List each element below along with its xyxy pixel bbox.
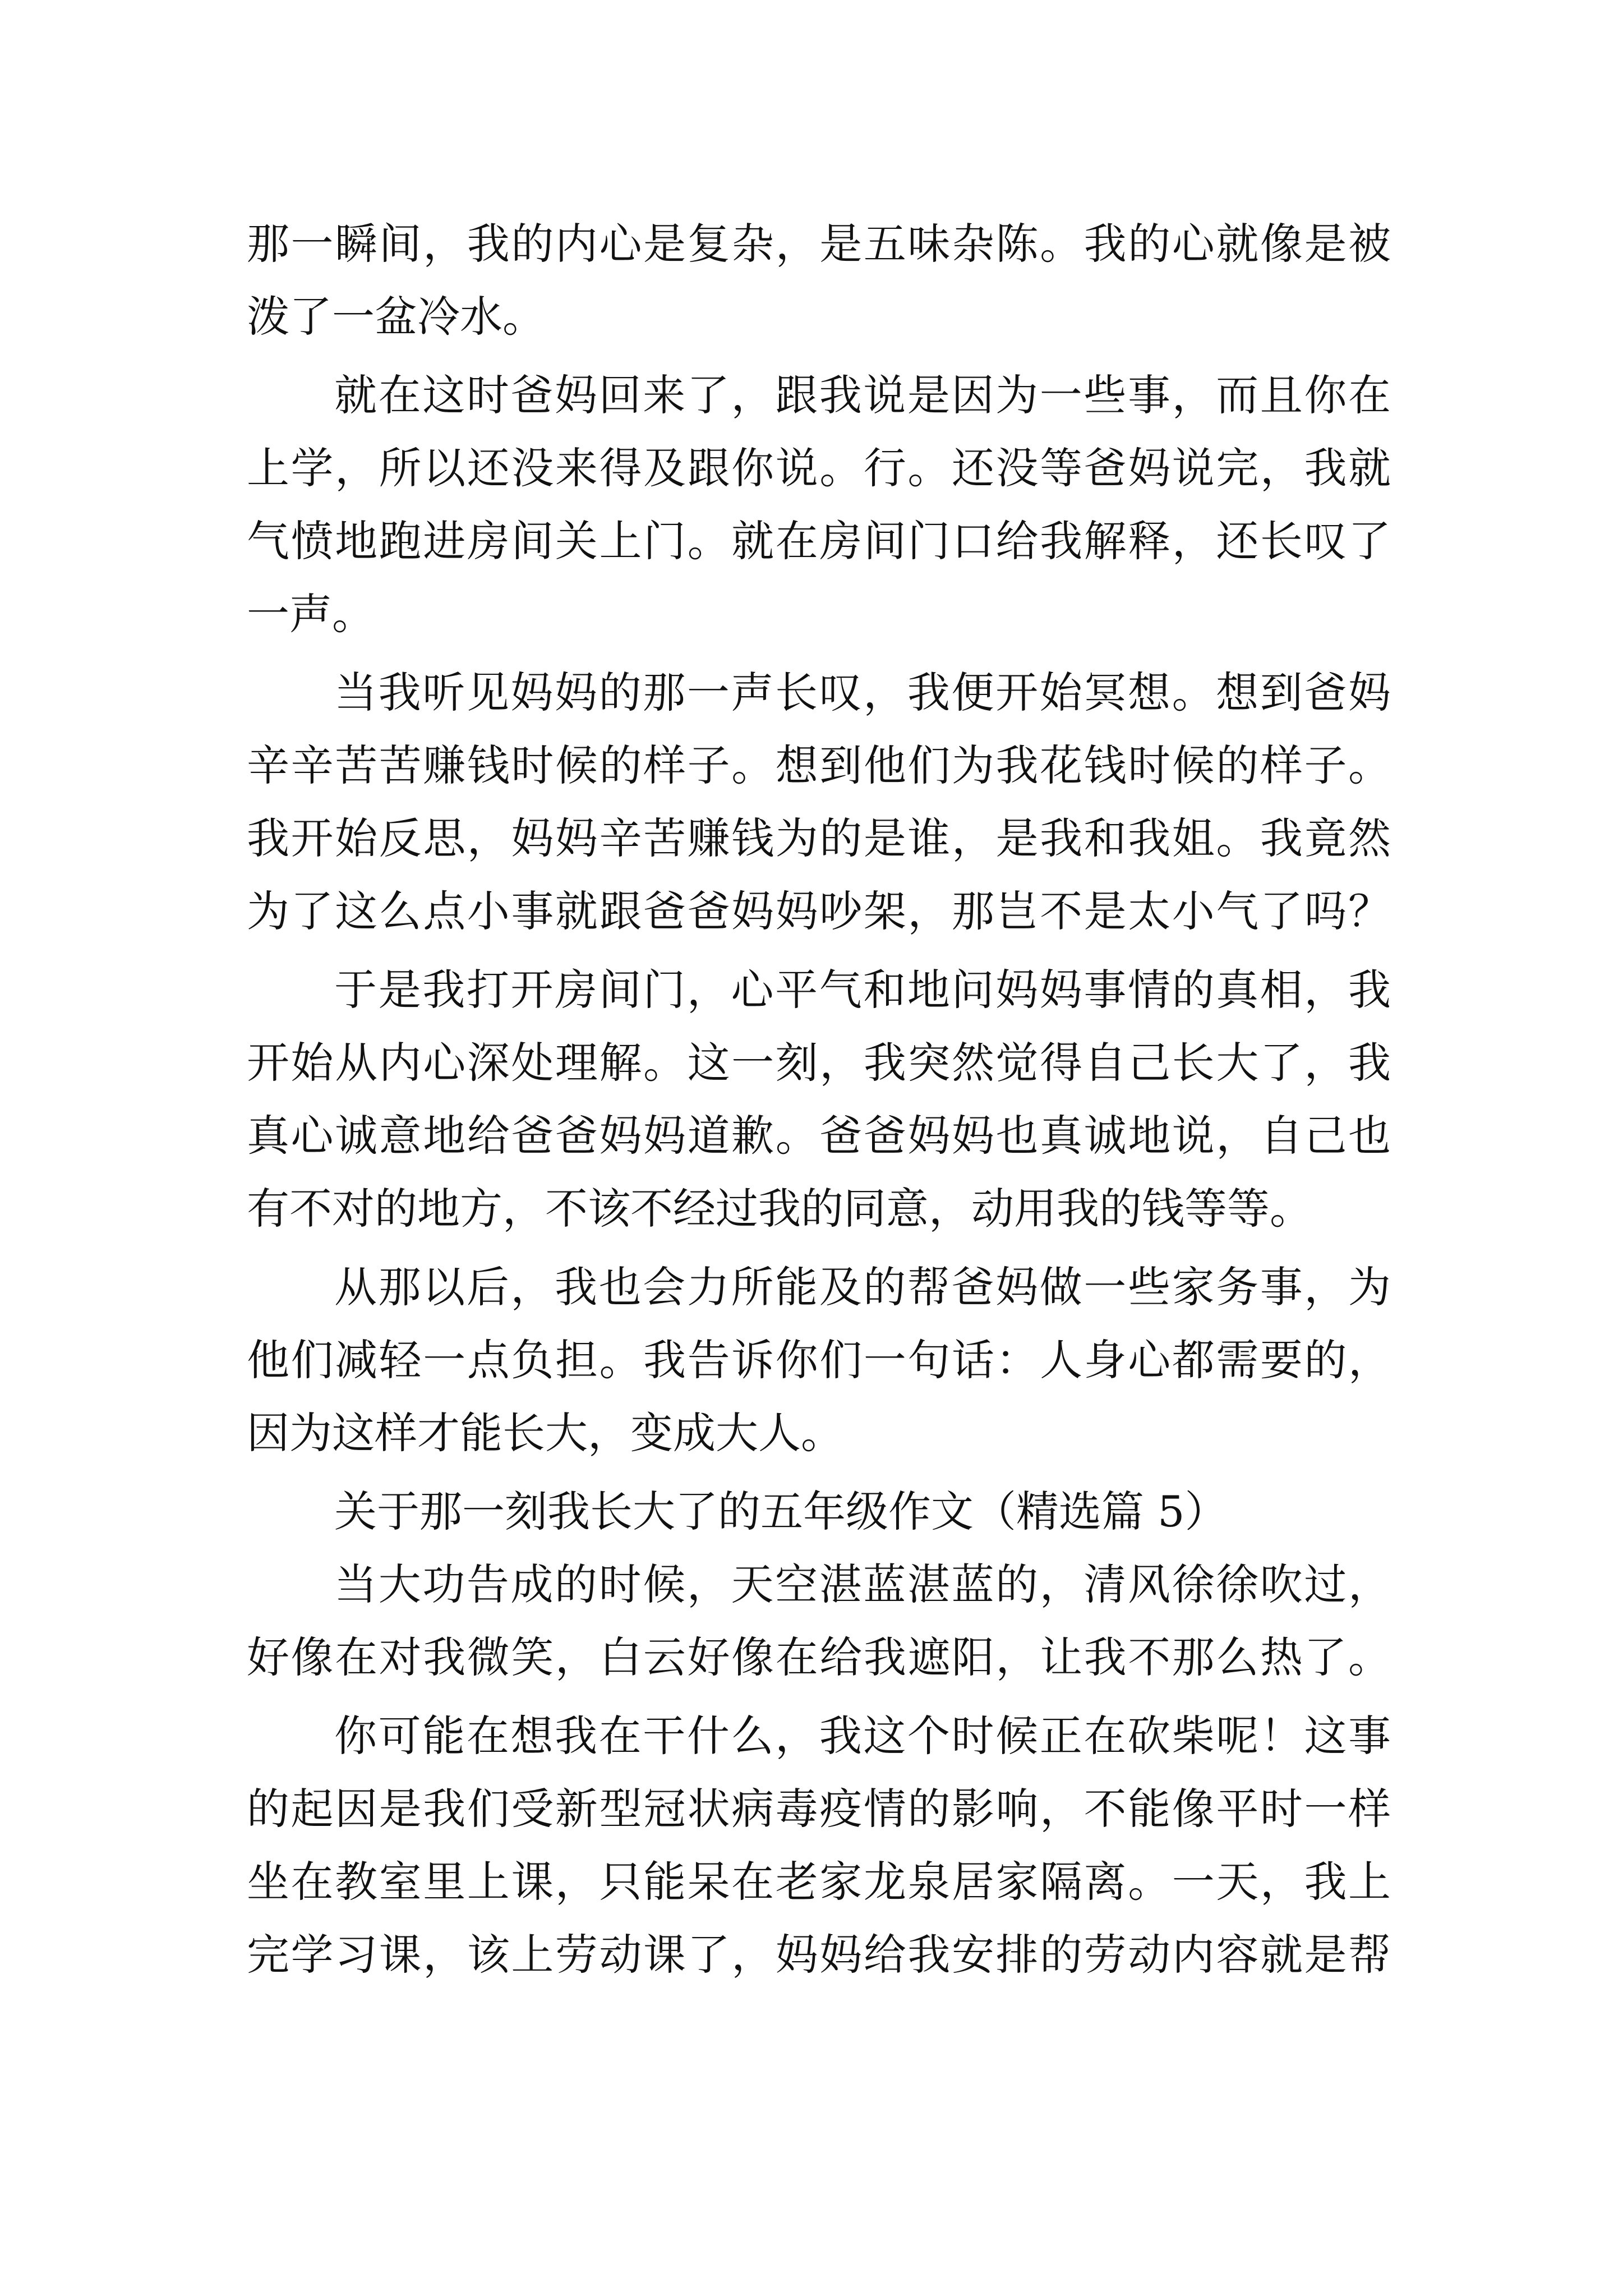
paragraph-line: 上学，所以还没来得及跟你说。行。还没等爸妈说完，我就 <box>247 443 1391 493</box>
paragraph-line: 真心诚意地给爸爸妈妈道歉。爸爸妈妈也真诚地说，自己也 <box>247 1111 1391 1161</box>
paragraph-line: 你可能在想我在干什么，我这个时候正在砍柴呢！这事 <box>334 1711 1391 1761</box>
paragraph-line: 辛辛苦苦赚钱时候的样子。想到他们为我花钱时候的样子。 <box>247 740 1391 790</box>
paragraph-line: 那一瞬间，我的内心是复杂，是五味杂陈。我的心就像是被 <box>247 219 1391 269</box>
paragraph-line: 当大功告成的时候，天空湛蓝湛蓝的，清风徐徐吹过， <box>334 1559 1391 1609</box>
paragraph-line: 好像在对我微笑，白云好像在给我遮阳，让我不那么热了。 <box>247 1632 1391 1682</box>
paragraph-line: 开始从内心深处理解。这一刻，我突然觉得自己长大了，我 <box>247 1038 1391 1088</box>
paragraph-line: 一声。 <box>247 589 375 639</box>
paragraph-line: 泼了一盆冷水。 <box>247 292 545 342</box>
paragraph-line: 我开始反思，妈妈辛苦赚钱为的是谁，是我和我姐。我竟然 <box>247 813 1391 863</box>
paragraph-line: 他们减轻一点负担。我告诉你们一句话：人身心都需要的， <box>247 1335 1391 1385</box>
paragraph-line: 坐在教室里上课，只能呆在老家龙泉居家隔离。一天，我上 <box>247 1857 1391 1907</box>
paragraph-line: 的起因是我们受新型冠状病毒疫情的影响，不能像平时一样 <box>247 1784 1391 1834</box>
paragraph-line: 有不对的地方，不该不经过我的同意，动用我的钱等等。 <box>247 1184 1312 1234</box>
paragraph-line: 当我听见妈妈的那一声长叹，我便开始冥想。想到爸妈 <box>334 668 1391 717</box>
paragraph-line: 因为这样才能长大，变成大人。 <box>247 1408 843 1458</box>
section-heading: 关于那一刻我长大了的五年级作文（精选篇 5） <box>334 1487 1228 1536</box>
paragraph-line: 从那以后，我也会力所能及的帮爸妈做一些家务事，为 <box>334 1262 1391 1312</box>
paragraph-line: 为了这么点小事就跟爸爸妈妈吵架，那岂不是太小气了吗？ <box>247 886 1391 936</box>
paragraph-line: 气愤地跑进房间关上门。就在房间门口给我解释，还长叹了 <box>247 516 1391 566</box>
paragraph-line: 完学习课，该上劳动课了，妈妈给我安排的劳动内容就是帮 <box>247 1930 1391 1980</box>
paragraph-line: 就在这时爸妈回来了，跟我说是因为一些事，而且你在 <box>334 370 1391 420</box>
paragraph-line: 于是我打开房间门，心平气和地问妈妈事情的真相，我 <box>334 965 1391 1015</box>
